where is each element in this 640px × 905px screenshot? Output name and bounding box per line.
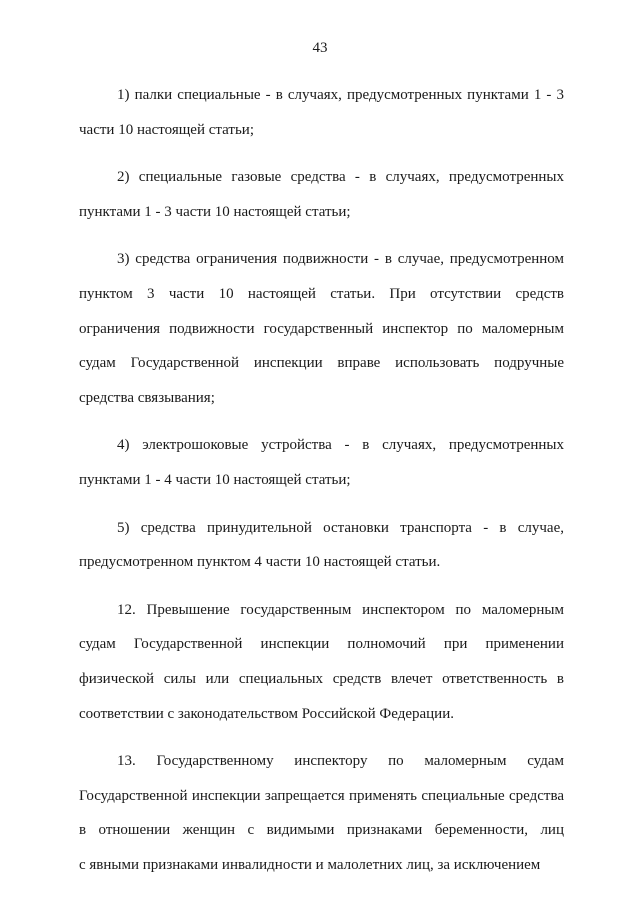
- paragraph-item-1: 1) палки специальные - в случаях, предусмотренных пунктами 1 - 3 части 10 настоящей статьи;: [79, 87, 564, 138]
- paragraph-item-5: 5) средства принудительной остановки транспорта - в случае, предусмотренном пунктом 4 части 10 настоящей статьи.: [79, 519, 564, 571]
- paragraph-section-12: 12. Превышение государственным инспектором по маломерным судам Государственной инспекции полномочий при применении физической силы или специальных средств влечет ответственность в соответствии с законодательством Российской Федерации.: [79, 601, 564, 722]
- paragraph-item-2: 2) специальные газовые средства - в случаях, предусмотренных пунктами 1 - 3 части 10 настоящей статьи;: [79, 169, 564, 220]
- document-body: [79, 78, 564, 882]
- paragraph-section-13: 13. Государственному инспектору по маломерным судам Государственной инспекции запрещается применять специальные средства в отношении женщин с видимыми признаками беременности, лиц с явными признаками инвалидности и малолетних лиц, за исключением: [79, 753, 564, 873]
- paragraph-item-4: 4) электрошоковые устройства - в случаях, предусмотренных пунктами 1 - 4 части 10 настоящей статьи;: [79, 437, 564, 488]
- paragraph-item-3: 3) средства ограничения подвижности - в случае, предусмотренном пунктом 3 части 10 настоящей статьи. При отсутствии средств ограничения подвижности государственный инспектор по маломерным судам Государственной инспекции вправе использовать подручные средства связывания;: [79, 251, 564, 406]
- page-number: 43: [312, 40, 328, 56]
